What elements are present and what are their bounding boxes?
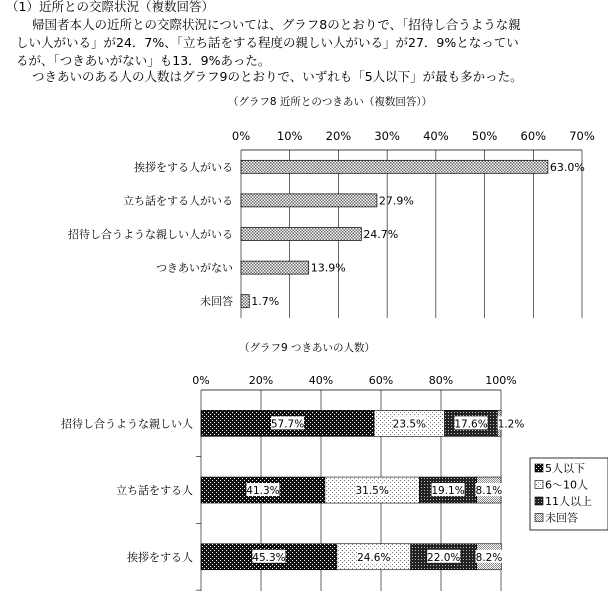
x-tick-label: 100% [485,374,517,387]
category-label: 挨拶をする人がいる [134,160,233,174]
data-label: 57.7% [270,418,305,431]
legend-label: 未回答 [545,511,578,525]
category-label: 招待し合うような親しい人 [61,417,193,431]
legend-swatch [535,514,543,522]
section-heading: （1）近所との交際状況（複数回答） [6,0,214,14]
x-tick-label: 40% [308,374,334,387]
chart-title: （グラフ8 近所とのつきあい（複数回答）） [227,96,433,108]
paragraph-line: 帰国者本人の近所との交際状況については、グラフ8のとおりで、「招待し合うような親 [32,17,521,32]
category-label: つきあいがない [156,261,233,275]
category-label: 立ち話をする人がいる [123,194,233,208]
data-label: 8.2% [475,551,503,564]
data-label: 1.7% [251,295,280,309]
data-label: 8.1% [475,485,503,498]
x-tick-label: 60% [520,129,547,143]
data-label: 41.3% [246,485,280,498]
category-label: 未回答 [200,295,233,309]
legend-swatch [535,464,543,472]
data-label: 13.9% [310,261,346,275]
paragraph-line: つきあいのある人の人数はグラフ9のとおりで、いずれも「5人以下」が最も多かった。 [32,69,523,84]
category-label: 招待し合うような親しい人がいる [68,228,233,241]
bar [241,228,361,241]
x-tick-label: 20% [248,374,274,387]
category-label: 挨拶をする人 [127,550,193,564]
bar [241,160,548,173]
paragraph-line: しい人がいる」が24．7%、「立ち話をする程度の親しい人がいる」が27．9%となってい [16,35,519,50]
data-label: 27.9% [378,194,414,208]
bar [241,295,249,308]
x-tick-label: 30% [374,129,400,143]
x-tick-label: 80% [428,374,454,387]
x-tick-label: 0% [192,374,210,387]
x-tick-label: 20% [325,129,352,143]
x-tick-label: 60% [368,374,394,387]
data-label: 24.6% [357,551,391,564]
data-label: 45.3% [252,551,286,564]
data-label: 63.0% [549,160,585,174]
paragraph-line: るが、「つきあいがない」も13．9%あった。 [16,53,271,68]
x-tick-label: 0% [231,129,251,143]
data-label: 24.7% [363,228,399,241]
data-label: 17.6% [454,418,488,431]
legend-label: 5人以下 [545,462,585,475]
data-label: 19.1% [431,485,465,498]
bar [241,194,377,207]
data-label: 23.5% [392,418,427,431]
legend-swatch [535,481,543,489]
legend-swatch [535,497,543,505]
x-tick-label: 40% [423,129,449,143]
category-label: 立ち話をする人 [116,484,193,498]
bar [241,261,309,274]
legend-label: 6～10人 [545,478,588,492]
x-tick-label: 70% [569,129,595,143]
x-tick-label: 50% [471,129,498,143]
legend-label: 11人以上 [545,495,592,508]
data-label: 1.2% [497,418,525,431]
data-label: 22.0% [427,551,461,564]
chart-title: （グラフ9 つきあいの人数） [238,342,376,354]
x-tick-label: 10% [276,129,303,143]
data-label: 31.5% [355,485,389,498]
